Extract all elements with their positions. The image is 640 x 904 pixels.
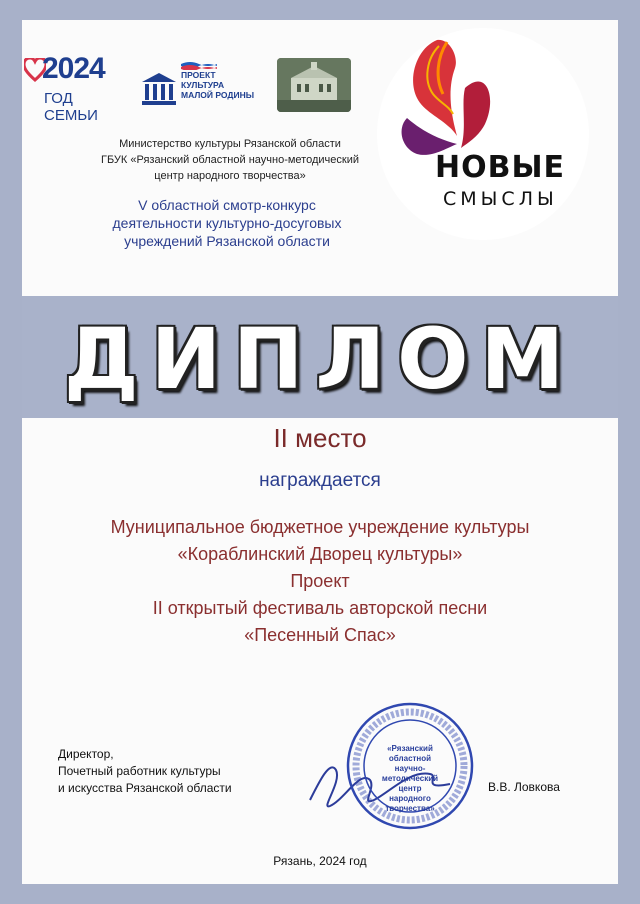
recipient-line-1: Муниципальное бюджетное учреждение культуры [110,517,530,537]
recipient-line-2: «Кораблинский Дворец культуры» [177,544,463,564]
logo-text-meanings: СМЫСЛЫ [443,188,558,210]
contest-line-2: деятельности культурно-досуговых [112,215,342,231]
org-line-2: ГБУК «Рязанский областной научно-методический [101,154,359,166]
museum-icon [141,72,177,106]
stamp-line-4: центр народного [389,784,431,803]
project-line-1: ПРОЕКТ [181,70,216,80]
signatory-line-3: и искусства Рязанской области [58,781,232,795]
organization-block [80,136,380,184]
contest-line-1: V областной смотр-конкурс [138,197,316,213]
project-logo [141,60,261,112]
recipient-line-5: «Песенный Спас» [244,625,396,645]
year-caption: ГОД СЕМЬИ [44,90,98,124]
signatory-line-2: Почетный работник культуры [58,764,221,778]
year-of-family-logo [24,52,124,124]
flag-icon [181,60,217,70]
stamp-line-1: «Рязанский [387,744,433,753]
stamp-line-5: творчества» [385,804,435,813]
awarded-text: награждается [259,470,381,491]
stamp-line-3: методический [381,774,439,783]
signatory-name: В.В. Ловкова [488,780,560,794]
recipient-block [40,514,600,649]
contest-line-3: учреждений Рязанской области [124,233,330,249]
official-stamp [344,700,476,832]
recipient-line-4: II открытый фестиваль авторской песни [152,598,488,618]
org-line-1: Министерство культуры Рязанской области [119,138,341,150]
building-icon [277,58,351,112]
stamp-text [380,744,440,814]
stamp-line-2: областной научно- [388,754,432,773]
building-emblem [277,58,351,112]
recipient-line-3: Проект [290,571,350,591]
project-line-3: МАЛОЙ РОДИНЫ [181,90,255,100]
project-text [181,70,254,100]
project-line-2: КУЛЬТУРА [181,80,225,90]
logo-text-new: НОВЫЕ [435,150,566,185]
diploma-title: ДИПЛОМ [63,310,577,408]
place-text: II место [273,423,367,453]
signatory-line-1: Директор, [58,747,114,761]
new-meanings-logo [377,28,589,240]
contest-block [62,196,392,250]
signatory-title [58,746,232,797]
year-number: 2024 [42,52,105,85]
footer-city-year: Рязань, 2024 год [273,854,367,868]
org-line-3: центр народного творчества» [154,170,306,182]
